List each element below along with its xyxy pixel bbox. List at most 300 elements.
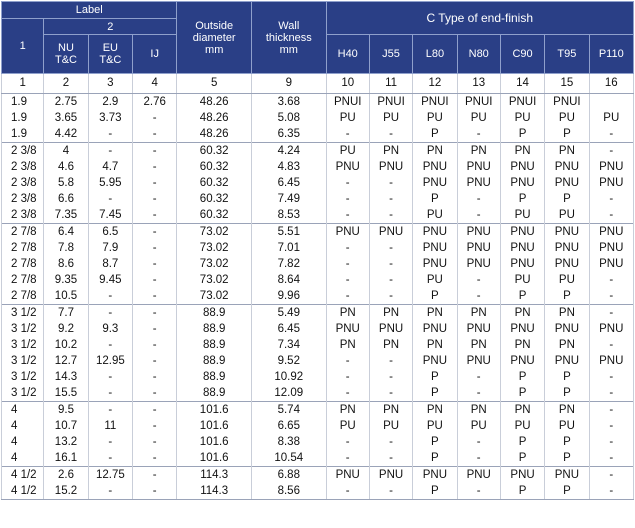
table-cell: - [589,369,633,385]
table-cell: - [133,418,177,434]
table-cell: - [133,483,177,500]
size-label-cell: 4 [2,434,44,450]
table-cell: 7.34 [251,337,326,353]
table-cell: P [500,288,544,305]
table-row [2,110,634,126]
size-label-cell: 2 7/8 [2,288,44,305]
table-cell: PNU [413,256,457,272]
table-cell: 7.49 [251,191,326,207]
table-cell: 5.49 [251,305,326,322]
table-cell: 60.32 [177,175,252,191]
table-row [2,126,634,143]
size-label-cell: 4 1/2 [2,483,44,500]
table-cell: 101.6 [177,450,252,467]
table-cell: 12.95 [88,353,132,369]
table-cell: - [326,483,369,500]
table-cell: PN [545,337,589,353]
table-cell: PNU [545,467,589,484]
table-cell: - [369,369,412,385]
table-cell: 7.35 [44,207,88,224]
table-cell: PNU [413,467,457,484]
table-row [2,305,634,322]
table-cell: 7.45 [88,207,132,224]
wall-thickness-header: Wall thickness mm [251,2,326,74]
table-cell: - [457,288,500,305]
table-row [2,321,634,337]
table-cell: - [369,434,412,450]
table-cell: - [133,191,177,207]
table-cell: 4.24 [251,143,326,160]
table-cell: P [500,191,544,207]
table-body [2,74,634,500]
table-cell: - [589,483,633,500]
column-number: 2 [44,74,88,94]
table-cell: PN [545,402,589,419]
size-label-cell: 1.9 [2,126,44,143]
table-cell: - [369,483,412,500]
table-cell: - [88,369,132,385]
table-cell: PN [369,143,412,160]
table-row [2,159,634,175]
table-cell: - [88,288,132,305]
table-cell: - [88,126,132,143]
table-cell: 3.68 [251,94,326,111]
label-col1-header: 1 [2,19,44,74]
table-cell: P [500,434,544,450]
table-cell: PNU [369,467,412,484]
table-cell: 73.02 [177,288,252,305]
table-cell: 48.26 [177,110,252,126]
column-number: 4 [133,74,177,94]
table-cell: - [326,175,369,191]
table-cell: P [413,483,457,500]
table-cell: PU [500,207,544,224]
table-cell: 6.5 [88,224,132,241]
table-cell: - [457,450,500,467]
table-cell: 5.95 [88,175,132,191]
size-label-cell: 4 [2,402,44,419]
table-cell: PNU [589,240,633,256]
table-cell: PNU [500,159,544,175]
table-cell: PNU [413,321,457,337]
table-cell: PN [369,337,412,353]
table-cell: P [545,385,589,402]
table-cell: - [369,191,412,207]
table-cell: 6.65 [251,418,326,434]
table-cell: 12.09 [251,385,326,402]
table-cell: 6.35 [251,126,326,143]
table-cell: - [589,272,633,288]
table-cell: - [457,483,500,500]
table-cell: 4.6 [44,159,88,175]
table-cell: PNU [545,256,589,272]
table-cell: PNU [545,321,589,337]
table-row [2,418,634,434]
table-cell: PN [413,337,457,353]
table-cell: P [500,369,544,385]
table-row [2,337,634,353]
table-cell: PNU [500,224,544,241]
table-cell: - [589,385,633,402]
table-cell: 88.9 [177,321,252,337]
table-cell: - [88,483,132,500]
table-row [2,467,634,484]
table-cell: - [369,207,412,224]
table-cell: 5.74 [251,402,326,419]
table-cell: - [133,256,177,272]
table-cell: - [133,450,177,467]
table-cell: PNU [500,467,544,484]
table-cell: 10.5 [44,288,88,305]
table-cell: 6.6 [44,191,88,207]
table-cell: - [133,369,177,385]
table-cell: 48.26 [177,94,252,111]
label-header: Label [2,2,177,19]
column-number: 1 [2,74,44,94]
table-cell: P [500,385,544,402]
column-number: 11 [369,74,412,94]
size-label-cell: 3 1/2 [2,305,44,322]
table-cell: - [326,272,369,288]
size-label-cell: 4 1/2 [2,467,44,484]
table-cell: PNU [413,240,457,256]
table-cell: PNU [589,175,633,191]
table-cell: - [589,450,633,467]
grade-header: J55 [369,35,412,74]
table-cell: - [589,191,633,207]
table-row [2,94,634,111]
table-cell: - [133,207,177,224]
table-cell: PNU [457,159,500,175]
tubing-end-finish-table [1,1,634,500]
table-cell: 8.7 [88,256,132,272]
table-cell: P [413,369,457,385]
table-cell: PNU [545,159,589,175]
table-cell: - [88,402,132,419]
table-cell: 101.6 [177,418,252,434]
table-cell: 101.6 [177,402,252,419]
table-cell: 4.83 [251,159,326,175]
table-cell: 2.6 [44,467,88,484]
table-row [2,207,634,224]
column-number: 5 [177,74,252,94]
table-cell: PU [589,110,633,126]
table-cell: - [457,369,500,385]
table-cell: PU [500,110,544,126]
table-cell: - [133,337,177,353]
table-cell: 6.4 [44,224,88,241]
table-cell: 2.9 [88,94,132,111]
table-row [2,402,634,419]
table-cell: PNUI [545,94,589,111]
size-label-cell: 1.9 [2,94,44,111]
table-cell: 60.32 [177,159,252,175]
table-cell: PU [457,110,500,126]
table-cell: - [457,434,500,450]
table-cell: 10.92 [251,369,326,385]
table-cell: - [133,224,177,241]
table-cell: - [133,434,177,450]
column-number: 13 [457,74,500,94]
column-number: 14 [500,74,544,94]
size-label-cell: 3 1/2 [2,337,44,353]
label-col2-header: 2 [44,19,177,35]
table-cell: - [457,191,500,207]
table-cell: 9.96 [251,288,326,305]
grade-header: N80 [457,35,500,74]
table-cell: PNU [413,353,457,369]
size-label-cell: 3 1/2 [2,353,44,369]
table-cell: PNU [545,353,589,369]
column-number: 15 [545,74,589,94]
table-cell: PNU [457,353,500,369]
table-cell: 16.1 [44,450,88,467]
column-number: 3 [88,74,132,94]
table-row [2,450,634,467]
table-cell: PU [326,110,369,126]
table-cell: PU [413,110,457,126]
table-cell: - [133,175,177,191]
table-cell: - [326,240,369,256]
table-cell: PNU [500,353,544,369]
table-cell: PU [326,143,369,160]
table-cell: PN [413,143,457,160]
table-cell: PNU [326,224,369,241]
table-header [2,2,634,74]
table-cell: 6.45 [251,175,326,191]
table-cell: PNU [369,321,412,337]
table-cell: PU [500,418,544,434]
table-cell: P [500,483,544,500]
table-cell: PNUI [326,94,369,111]
table-cell: 9.45 [88,272,132,288]
table-cell: PN [413,305,457,322]
table-cell: 9.2 [44,321,88,337]
table-cell: 88.9 [177,385,252,402]
table-row [2,256,634,272]
table-cell: PN [369,402,412,419]
table-cell: - [88,434,132,450]
table-cell: PN [545,143,589,160]
table-cell: PU [326,418,369,434]
table-row [2,385,634,402]
table-cell: 101.6 [177,434,252,450]
size-label-cell: 4 [2,450,44,467]
table-cell: - [133,467,177,484]
table-cell: 9.52 [251,353,326,369]
table-cell: PN [413,402,457,419]
table-cell: 8.53 [251,207,326,224]
table-cell: 5.51 [251,224,326,241]
table-cell: 5.08 [251,110,326,126]
table-cell: - [326,369,369,385]
table-row [2,175,634,191]
table-cell: - [133,159,177,175]
table-cell: - [88,305,132,322]
table-cell: PU [369,110,412,126]
table-cell: PNU [326,159,369,175]
table-cell: 3.65 [44,110,88,126]
table-cell: 88.9 [177,305,252,322]
table-cell: - [369,240,412,256]
table-cell: - [326,434,369,450]
table-cell: - [133,110,177,126]
table-cell: - [589,143,633,160]
table-row [2,353,634,369]
table-cell: PN [326,402,369,419]
table-cell: P [413,450,457,467]
table-cell: PNU [326,467,369,484]
table-cell: 114.3 [177,467,252,484]
table-cell: PN [500,143,544,160]
table-cell: P [413,288,457,305]
table-cell: 6.45 [251,321,326,337]
table-cell: - [369,288,412,305]
table-cell: PNU [457,467,500,484]
table-cell: 3.73 [88,110,132,126]
table-cell: PU [457,418,500,434]
table-cell: - [133,321,177,337]
table-cell: PN [500,305,544,322]
size-label-cell: 1.9 [2,110,44,126]
table-cell: PNU [413,175,457,191]
table-cell: - [369,256,412,272]
table-cell: PNUI [500,94,544,111]
table-row [2,288,634,305]
table-cell: 73.02 [177,224,252,241]
table-cell: - [589,402,633,419]
size-label-cell: 4 [2,418,44,434]
table-cell: - [133,272,177,288]
table-cell: 7.9 [88,240,132,256]
table-cell: - [88,385,132,402]
table-cell: 9.5 [44,402,88,419]
table-cell: PU [413,418,457,434]
table-cell: 114.3 [177,483,252,500]
table-cell: - [133,305,177,322]
table-cell: - [589,207,633,224]
nu-tc-header: NU T&C [44,35,88,74]
table-cell: - [457,272,500,288]
table-row [2,240,634,256]
table-cell: 88.9 [177,337,252,353]
table-cell: 15.2 [44,483,88,500]
table-cell: - [589,434,633,450]
table-cell: P [545,369,589,385]
table-cell: 8.64 [251,272,326,288]
table-row [2,224,634,241]
column-number-row [2,74,634,94]
table-cell: 88.9 [177,369,252,385]
table-cell: PNU [413,224,457,241]
table-cell: - [133,240,177,256]
table-cell: PN [369,305,412,322]
column-number: 16 [589,74,633,94]
table-cell: - [326,450,369,467]
size-label-cell: 2 3/8 [2,191,44,207]
table-cell: 10.7 [44,418,88,434]
table-cell: 2.76 [133,94,177,111]
table-cell: P [413,434,457,450]
outside-diameter-header: Outside diameter mm [177,2,252,74]
table-cell: PN [457,402,500,419]
table-cell: - [326,353,369,369]
grade-header: H40 [326,35,369,74]
size-label-cell: 2 3/8 [2,175,44,191]
table-cell: P [413,126,457,143]
table-cell: - [88,450,132,467]
table-cell: P [413,191,457,207]
table-row [2,434,634,450]
table-cell: 73.02 [177,256,252,272]
grade-header: T95 [545,35,589,74]
size-label-cell: 3 1/2 [2,321,44,337]
table-cell: 5.8 [44,175,88,191]
table-cell: 10.54 [251,450,326,467]
table-cell: PU [545,272,589,288]
table-cell: PN [457,143,500,160]
table-row [2,191,634,207]
table-cell: P [545,434,589,450]
table-cell: - [369,272,412,288]
table-cell: PU [413,207,457,224]
grade-header: C90 [500,35,544,74]
table-cell: PN [500,402,544,419]
table-cell: - [369,353,412,369]
table-cell: PNU [545,224,589,241]
table-cell: PNU [500,321,544,337]
table-cell: 48.26 [177,126,252,143]
table-cell: - [88,143,132,160]
table-cell: 9.3 [88,321,132,337]
table-cell: - [133,143,177,160]
table-cell: PU [545,110,589,126]
table-cell: PU [413,272,457,288]
table-cell: PN [326,337,369,353]
table-cell: - [589,418,633,434]
table-cell: P [545,483,589,500]
table-cell: PN [545,305,589,322]
table-cell: - [133,385,177,402]
table-cell: P [500,126,544,143]
table-cell: - [589,305,633,322]
table-cell: PNU [500,175,544,191]
table-cell: - [589,126,633,143]
column-number: 12 [413,74,457,94]
table-cell: PNU [413,159,457,175]
table-cell: 7.82 [251,256,326,272]
table-cell: PN [326,305,369,322]
table-cell: - [457,126,500,143]
eu-tc-header: EU T&C [88,35,132,74]
table-cell: 4.42 [44,126,88,143]
table-cell: PU [545,207,589,224]
table-cell: PN [457,337,500,353]
table-cell: - [88,191,132,207]
table-cell: - [326,385,369,402]
column-number: 9 [251,74,326,94]
table-cell: P [545,126,589,143]
table-cell: PNU [545,175,589,191]
table-cell: - [133,288,177,305]
table-cell: PNUI [369,94,412,111]
size-label-cell: 3 1/2 [2,369,44,385]
table-row [2,369,634,385]
size-label-cell: 2 7/8 [2,272,44,288]
size-label-cell: 2 3/8 [2,159,44,175]
column-number: 10 [326,74,369,94]
table-row [2,272,634,288]
